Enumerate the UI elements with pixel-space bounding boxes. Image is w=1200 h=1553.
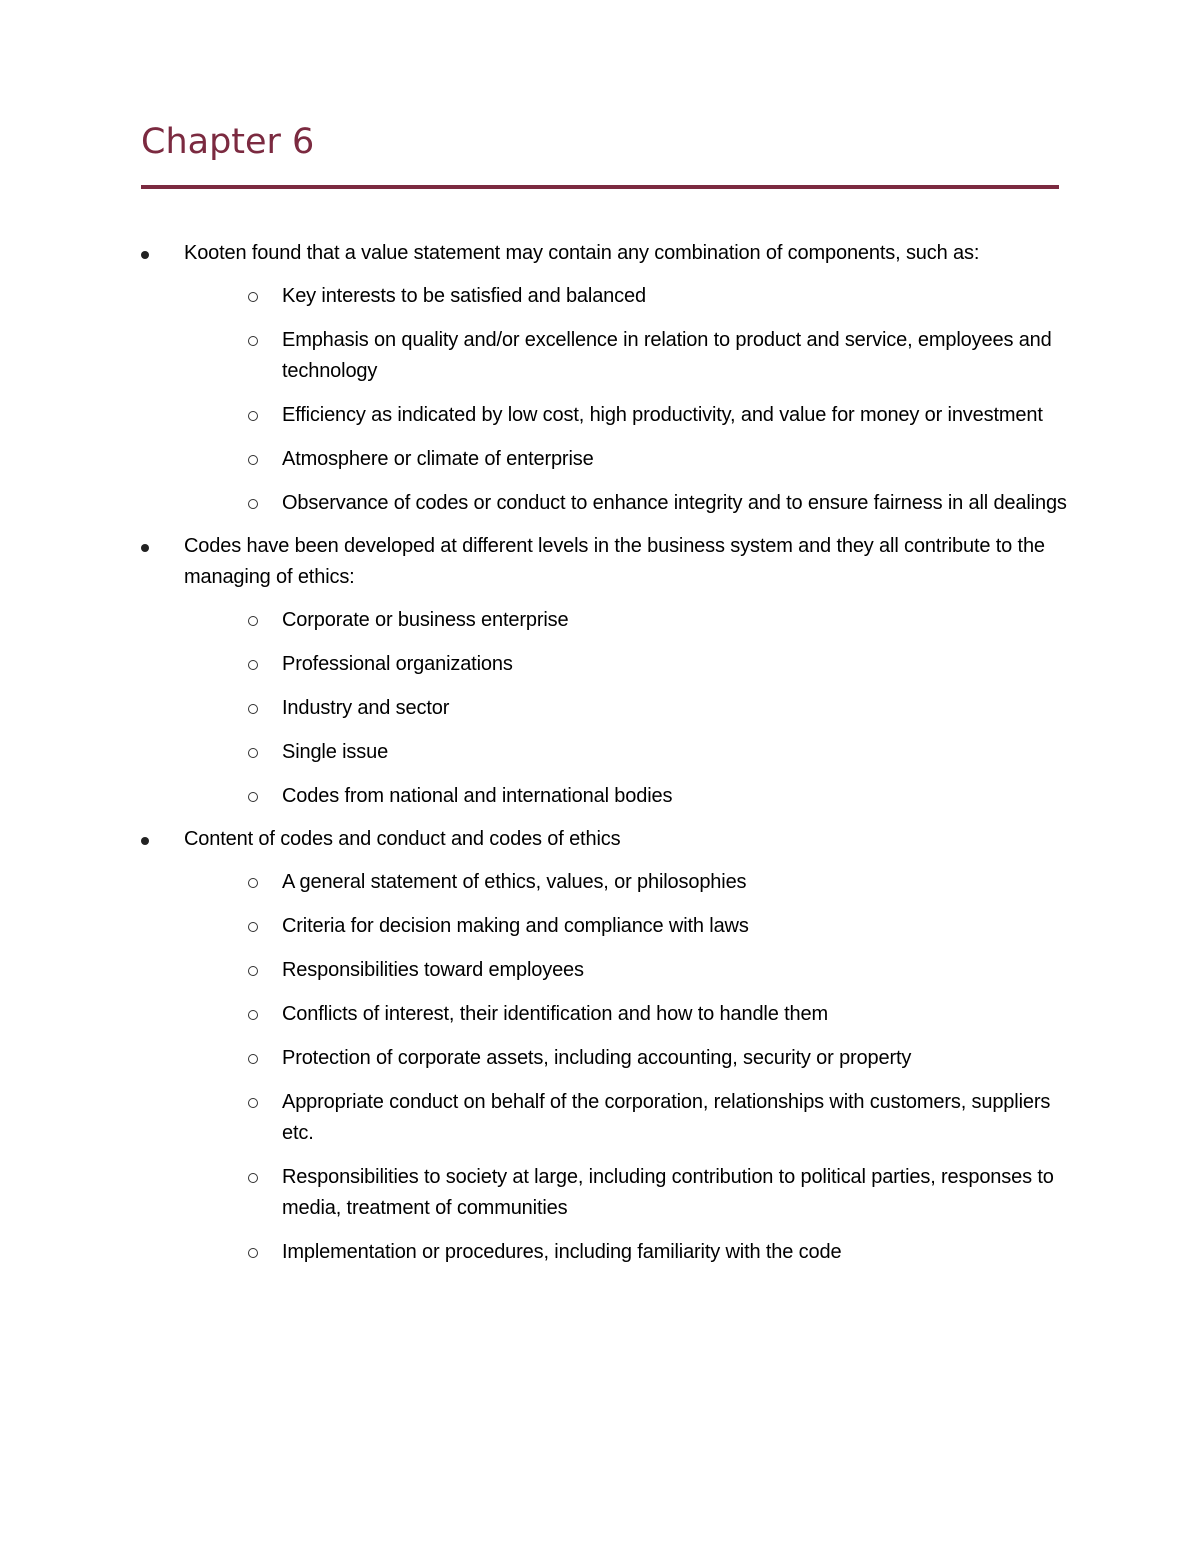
sub-item-text: Protection of corporate assets, including accounting, security or property <box>282 1047 912 1069</box>
sub-item <box>0 605 1072 636</box>
sub-item <box>0 737 1072 768</box>
bullet-list <box>0 238 1200 1268</box>
hollow-circle-icon <box>248 1173 258 1183</box>
sub-list <box>184 281 1067 519</box>
hollow-circle-icon <box>248 704 258 714</box>
sub-item <box>0 1162 1072 1224</box>
sub-item <box>0 1237 1072 1268</box>
hollow-circle-icon <box>248 1054 258 1064</box>
sub-item-text: Efficiency as indicated by low cost, high productivity, and value for money or investment <box>282 404 1043 426</box>
chapter-title: Chapter 6 <box>141 122 315 162</box>
sub-item-text: Emphasis on quality and/or excellence in relation to product and service, employees and technology <box>282 329 1052 382</box>
sub-item <box>0 999 1072 1030</box>
sub-item-text: Criteria for decision making and compliance with laws <box>282 915 749 937</box>
hollow-circle-icon <box>248 922 258 932</box>
hollow-circle-icon <box>248 792 258 802</box>
sub-item-text: Implementation or procedures, including familiarity with the code <box>282 1241 842 1263</box>
sub-item <box>0 911 1072 942</box>
sub-item-text: Atmosphere or climate of enterprise <box>282 448 594 470</box>
bullet-text: Codes have been developed at different levels in the business system and they all contribute to the managing of ethics: <box>184 535 1045 588</box>
hollow-circle-icon <box>248 660 258 670</box>
sub-item <box>0 444 1072 475</box>
bullet-text: Kooten found that a value statement may contain any combination of components, such as: <box>184 242 980 264</box>
hollow-circle-icon <box>248 499 258 509</box>
sub-item-text: Responsibilities to society at large, including contribution to political parties, responses to media, treatment of communities <box>282 1166 1054 1219</box>
sub-item <box>0 1087 1072 1149</box>
sub-item <box>0 488 1072 519</box>
sub-item <box>0 955 1072 986</box>
sub-list <box>184 867 1064 1268</box>
sub-item-text: Industry and sector <box>282 697 450 719</box>
bullet-text: Content of codes and conduct and codes of ethics <box>184 828 621 850</box>
hollow-circle-icon <box>248 616 258 626</box>
sub-list <box>184 605 1064 812</box>
sub-item-text: Corporate or business enterprise <box>282 609 569 631</box>
sub-item-text: A general statement of ethics, values, or philosophies <box>282 871 747 893</box>
sub-item-text: Observance of codes or conduct to enhance integrity and to ensure fairness in all dealings <box>282 492 1067 514</box>
sub-item <box>0 693 1072 724</box>
bullet-item <box>0 238 1067 519</box>
sub-item-text: Codes from national and international bodies <box>282 785 673 807</box>
hollow-circle-icon <box>248 336 258 346</box>
sub-item <box>0 1043 1072 1074</box>
hollow-circle-icon <box>248 411 258 421</box>
sub-item <box>0 781 1072 812</box>
hollow-circle-icon <box>248 292 258 302</box>
sub-item-text: Responsibilities toward employees <box>282 959 584 981</box>
hollow-circle-icon <box>248 455 258 465</box>
sub-item <box>0 281 1072 312</box>
hollow-circle-icon <box>248 1098 258 1108</box>
sub-item-text: Key interests to be satisfied and balanced <box>282 285 646 307</box>
sub-item <box>0 400 1072 431</box>
sub-item <box>0 325 1072 387</box>
bullet-item <box>0 824 1064 1268</box>
sub-item <box>0 867 1072 898</box>
sub-item-text: Conflicts of interest, their identification and how to handle them <box>282 1003 828 1025</box>
sub-item-text: Appropriate conduct on behalf of the corporation, relationships with customers, suppliers etc. <box>282 1091 1051 1144</box>
bullet-item <box>0 531 1064 812</box>
hollow-circle-icon <box>248 878 258 888</box>
sub-item-text: Single issue <box>282 741 389 763</box>
hollow-circle-icon <box>248 1248 258 1258</box>
sub-item-text: Professional organizations <box>282 653 513 675</box>
hollow-circle-icon <box>248 1010 258 1020</box>
sub-item <box>0 649 1072 680</box>
hollow-circle-icon <box>248 966 258 976</box>
bullet-dot-icon <box>141 251 149 259</box>
hollow-circle-icon <box>248 748 258 758</box>
bullet-dot-icon <box>141 544 149 552</box>
title-divider <box>141 185 1059 189</box>
bullet-dot-icon <box>141 837 149 845</box>
